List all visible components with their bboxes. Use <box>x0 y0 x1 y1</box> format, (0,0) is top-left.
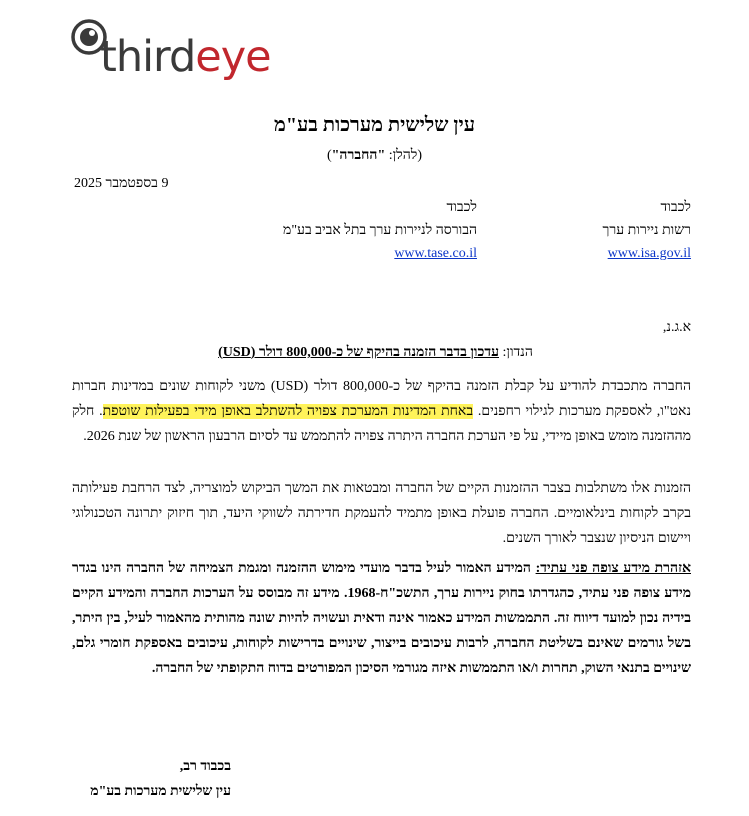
disclaimer-heading: אזהרת מידע צופה פני עתיד: <box>535 561 691 576</box>
paragraph1-text-end: . חלק מההזמנה מומש באופן מיידי, על פי הערכת החברה היתרה צפויה להתממש עד לסיום הרבעון הראשון של שנת 2026. <box>72 404 691 444</box>
isa-link[interactable]: www.isa.gov.il <box>607 246 691 261</box>
company-title: עין שלישית מערכות בע"מ <box>273 114 476 136</box>
disclaimer-text: המידע האמור לעיל בדבר מועדי מימוש ההזמנה ומגמת הצמיחה של החברה הינו בגדר מידע צופה פני עתיד, כהגדרתו בחוק ניירות ערך, התשכ"ח-1968. מידע זה מבוסס על הערכות החברה והמידע הקיים בידיה נכון למועד דיווח זה. התממשות המידע כאמור אינה ודאית ועשויה להיות שונה מהותית מהאמור לעיל, בין היתר, בשל גורמים שאינם בשליטת החברה, לרבות עיכובים בייצור, שינויים בדרישות לקוחות, עיכובים באספקת חומרי גלם, שינויים בתנאי השוק, תחרות ו/או התממשות איזה מגורמי הסיכון המפורטים בדוח התקופתי של החברה. <box>72 561 692 676</box>
subject-line <box>60 345 691 361</box>
subtitle-suffix: ) <box>326 148 332 163</box>
signature-block <box>31 754 231 804</box>
logo-wordmark <box>100 32 271 82</box>
recipient-tase <box>227 196 477 265</box>
subtitle-prefix: (להלן: <box>385 148 422 163</box>
paragraph-order-details <box>72 374 691 449</box>
paragraph-backlog: הזמנות אלו משתלבות בצבר ההזמנות הקיים של החברה ומבטאות את המשך הביקוש למוצריה, לצד הרחבת פעילותה בקרב לקוחות בינלאומיים. החברה פועלת באופן מתמיד להעמקת חדירתה לשווקי היעד, תוך חיזוק יתרונה הטכנולוגי ויישום הניסיון שנצבר לאורך השנים. <box>72 481 691 546</box>
forward-looking-disclaimer <box>72 556 691 681</box>
logo-part-eye: eye <box>195 32 271 82</box>
company-subtitle <box>0 148 749 164</box>
subtitle-name: "החברה" <box>331 148 386 163</box>
greeting: א.ג.נ, <box>662 320 691 335</box>
highlighted-text: באחת המדינות המערכת צפויה להשתלב באופן מידי בפעילות שוטפת <box>102 404 474 419</box>
recipient-salutation: לכבוד <box>660 200 691 215</box>
tase-link[interactable]: www.tase.co.il <box>394 246 477 261</box>
logo-part-third: third <box>100 32 196 82</box>
subject-label: הנדון: <box>499 345 533 360</box>
subject-text: עדכון בדבר הזמנה בהיקף של כ-800,000 דולר (USD) <box>218 345 499 360</box>
recipient-salutation: לכבוד <box>446 200 477 215</box>
signature-company: עין שלישית מערכות בע"מ <box>90 784 231 799</box>
report-date: 9 בספטמבר 2025 <box>74 176 169 191</box>
recipient-name: הבורסה לניירות ערך בתל אביב בע"מ <box>283 223 477 238</box>
company-logo <box>70 18 285 100</box>
paragraph1-text-start: החברה מתכבדת להודיע על קבלת הזמנה בהיקף של כ-800,000 דולר (USD) משני לקוחות שונים במדינות חברות נאט"ו, לאספקת מערכות לגילוי רחפנים. <box>72 379 692 419</box>
signature-closing: בכבוד רב, <box>179 759 231 774</box>
recipient-name: רשות ניירות ערך <box>602 223 691 238</box>
